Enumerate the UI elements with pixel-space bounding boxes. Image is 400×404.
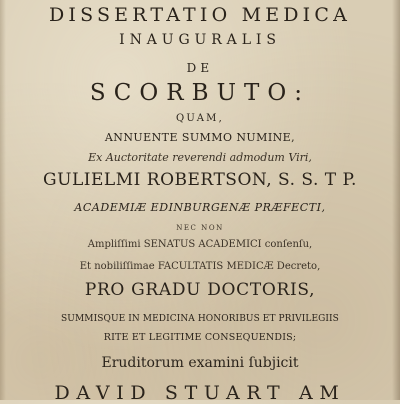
de-line: DE — [186, 61, 214, 75]
quam-line: QUAM, — [176, 113, 224, 124]
annuente-line: ANNUENTE SUMMO NUMINE, — [104, 131, 296, 144]
inauguralis-line: INAUGURALIS — [119, 32, 281, 48]
summisque-line: SUMMISQUE IN MEDICINA HONORIBUS ET PRIVILEGIIS — [61, 314, 339, 324]
rite-line: RITE ET LEGITIME CONSEQUENDIS; — [103, 332, 297, 343]
facultatis-line: Et nobiliſſimae FACULTATIS MEDICÆ Decreto, — [79, 261, 321, 272]
senatus-line: Ampliſſimi SENATUS ACADEMICI conſenſu, — [87, 239, 313, 250]
dissertation-heading: DISSERTATIO MEDICA — [49, 4, 351, 26]
robertson-line: GULIELMI ROBERTSON, S. S. T P. — [43, 170, 357, 190]
scorbuto-title: SCORBUTO: — [89, 80, 311, 106]
auctoritate-line: Ex Auctoritate reverendi admodum Viri, — [88, 151, 312, 164]
pro-gradu-line: PRO GRADU DOCTORIS, — [84, 280, 316, 300]
eruditorum-line: Eruditorum examini ſubjicit — [101, 355, 299, 371]
academiae-line: ACADEMIÆ EDINBURGENÆ PRÆFECTI, — [74, 201, 326, 214]
nec-non-line: NEC NON — [176, 224, 224, 232]
author-line: DAVID STUART AM — [54, 382, 346, 404]
